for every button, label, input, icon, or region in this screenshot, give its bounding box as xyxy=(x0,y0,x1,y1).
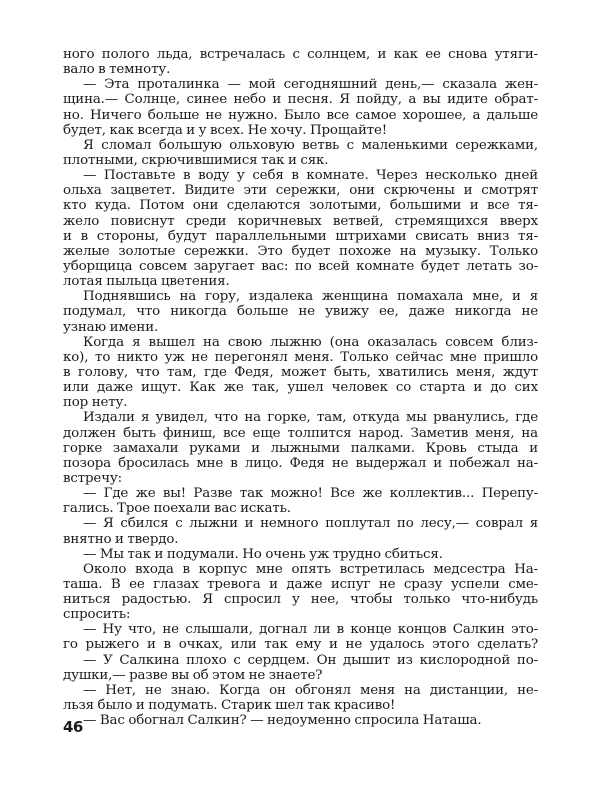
text-line: в голову, что там, где Федя, может быть, хватились меня, ждут xyxy=(63,364,538,380)
text-line: таша. В ее глазах тревога и даже испуг не сразу успели сме- xyxy=(63,576,538,592)
text-line: но. Ничего больше не нужно. Было все самое хорошее, а дальше xyxy=(63,107,538,123)
text-line: или даже ищут. Как же так, ушел человек со старта и до сих xyxy=(63,380,538,396)
text-line: душки,— разве вы об этом не знаете? xyxy=(63,667,323,683)
text-line: — Поставьте в воду у себя в комнате. Через несколько дней xyxy=(83,168,538,184)
text-line: Я сломал большую ольховую ветвь с маленькими сережками, xyxy=(83,137,538,153)
text-line: должен быть финиш, все еще толпится народ. Заметив меня, на xyxy=(63,425,538,441)
text-line: будет, как всегда и у всех. Не хочу. Прощайте! xyxy=(63,122,388,138)
text-line: жело повиснут среди коричневых ветвей, стремящихся вверх xyxy=(63,213,538,229)
text-line: — Эта проталинка — мой сегодняшний день,— сказала жен- xyxy=(83,77,538,93)
text-line: ольха зацветет. Видите эти сережки, они скрючены и смотрят xyxy=(63,183,538,199)
text-line: — У Салкина плохо с сердцем. Он дышит из кислородной по- xyxy=(83,652,538,668)
text-line: внятно и твердо. xyxy=(63,531,179,547)
page-body xyxy=(63,47,538,728)
text-line: — Я сбился с лыжни и немного поплутал по лесу,— соврал я xyxy=(83,516,538,532)
text-line: — Вас обогнал Салкин? — недоуменно спросила Наташа. xyxy=(83,713,482,729)
text-line: ниться радостью. Я спросил у нее, чтобы только что-нибудь xyxy=(63,592,538,608)
text-line: пор нету. xyxy=(63,395,128,411)
text-line: Поднявшись на гору, издалека женщина помахала мне, и я xyxy=(83,289,538,305)
text-line: лотая пыльца цветения. xyxy=(63,274,230,290)
text-line: ного полого льда, встречалась с солнцем, и как ее снова утяги- xyxy=(63,47,538,62)
text-line: го рыжего и в очках, или так ему и не удалось этого сделать? xyxy=(63,637,538,653)
text-line: узнаю имени. xyxy=(63,319,159,335)
text-line: ко), то никто уж не перегонял меня. Только сейчас мне пришло xyxy=(63,349,538,365)
text-line: льзя было и подумать. Старик шел так красиво! xyxy=(63,698,396,714)
text-line: — Нет, не знаю. Когда он обгонял меня на дистанции, не- xyxy=(83,682,538,698)
text-line: и в стороны, будут параллельными штрихами свисать вниз тя- xyxy=(63,228,538,244)
text-line: гались. Трое поехали вас искать. xyxy=(63,501,291,517)
text-line: спросить: xyxy=(63,607,131,623)
text-line: подумал, что никогда больше не увижу ее, даже никогда не xyxy=(63,304,538,320)
text-line: позора бросилась мне в лицо. Федя не выдержал и побежал на- xyxy=(63,455,538,471)
text-line: вало в темноту. xyxy=(63,62,171,78)
text-line: — Ну что, не слышали, догнал ли в конце концов Салкин это- xyxy=(83,622,538,638)
text-line: встречу: xyxy=(63,470,122,486)
text-line: желые золотые сережки. Это будет похоже на музыку. Только xyxy=(63,243,538,259)
text-line: — Где же вы! Разве так можно! Все же коллектив... Перепу- xyxy=(83,486,538,502)
text-line: щина.— Солнце, синее небо и песня. Я пойду, а вы идите обрат- xyxy=(63,92,538,108)
text-line: горке замахали руками и лыжными палками. Кровь стыда и xyxy=(63,440,538,456)
text-line: плотными, скрючившимися так и сяк. xyxy=(63,152,329,168)
text-line: Около входа в корпус мне опять встретилась медсестра На- xyxy=(83,561,538,577)
text-line: — Мы так и подумали. Но очень уж трудно сбиться. xyxy=(83,546,443,562)
text-line: Когда я вышел на свою лыжню (она оказалась совсем близ- xyxy=(83,334,538,350)
text-line: кто куда. Потом они сделаются золотыми, большими и все тя- xyxy=(63,198,538,214)
text-line: уборщица совсем заругает вас: по всей комнате будет летать зо- xyxy=(63,258,538,274)
text-line: Издали я увидел, что на горке, там, откуда мы рванулись, где xyxy=(83,410,538,426)
page-number: 46 xyxy=(63,718,83,736)
